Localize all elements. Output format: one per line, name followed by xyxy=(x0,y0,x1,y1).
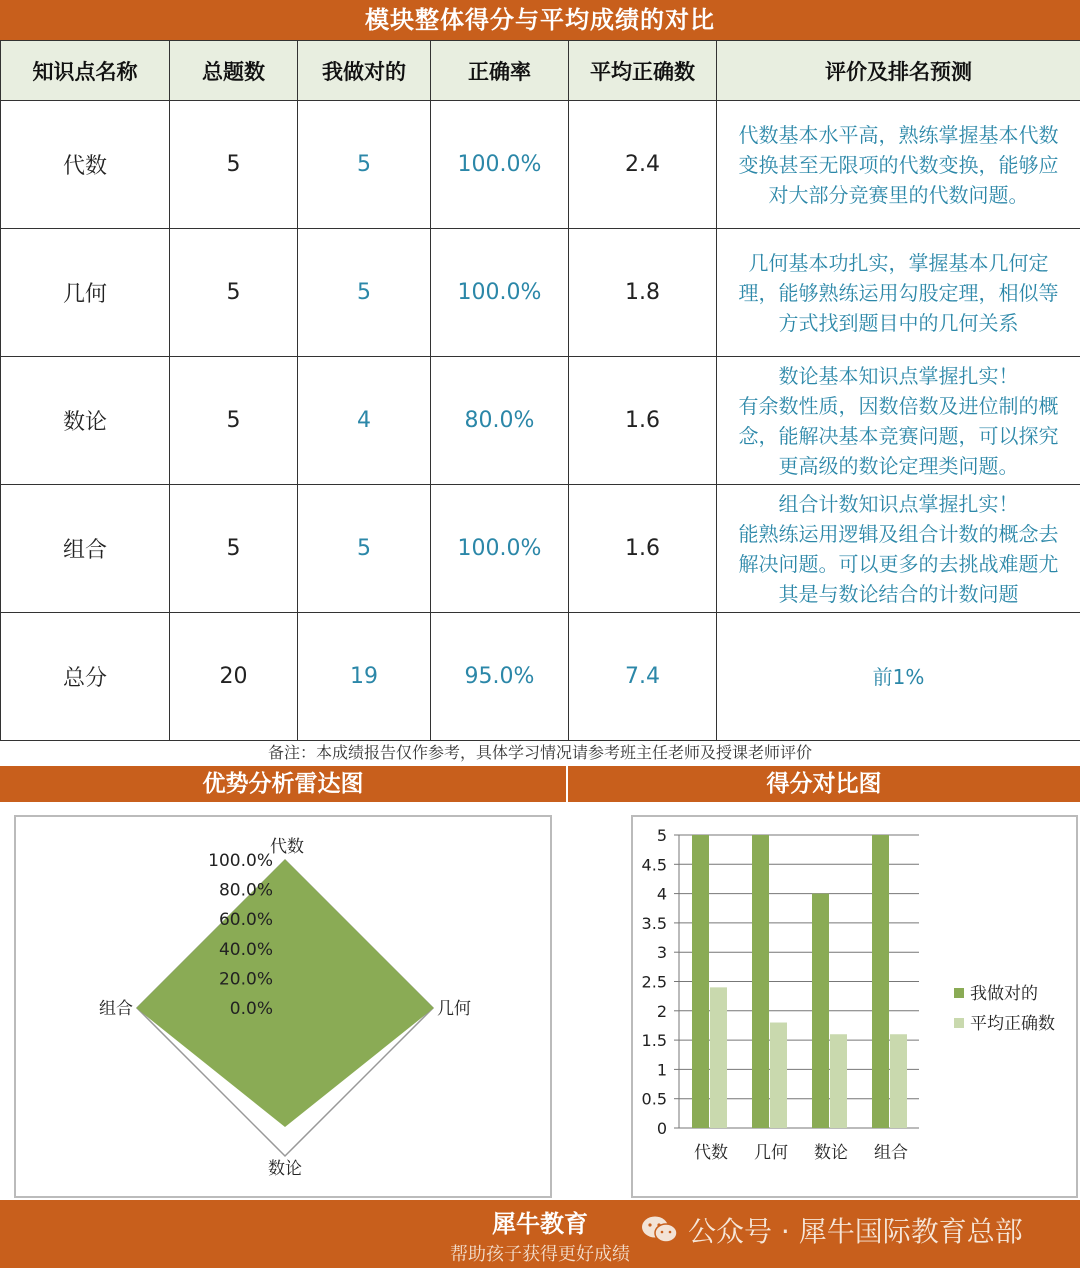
eval-line: 几何基本功扎实，掌握基本几何定 xyxy=(748,250,1049,275)
table-row xyxy=(1,357,1080,485)
radar-chart-panel xyxy=(14,815,552,1198)
bar-average xyxy=(890,1034,907,1128)
table-row xyxy=(1,229,1080,357)
radar-tick-label: 80.0% xyxy=(218,880,273,901)
radar-chart xyxy=(16,817,550,1196)
bar-y-tick-label: 4 xyxy=(656,884,667,904)
bar-y-tick-label: 0 xyxy=(656,1119,667,1138)
header-eval: 评价及排名预测 xyxy=(717,41,1080,101)
header-total: 总题数 xyxy=(170,41,298,101)
cell-rate: 100.0% xyxy=(431,485,569,613)
radar-tick-label: 100.0% xyxy=(208,851,273,871)
table-row xyxy=(1,485,1080,613)
bar-y-tick-label: 4.5 xyxy=(641,855,667,875)
cell-eval xyxy=(717,101,1080,229)
score-table xyxy=(0,40,1080,741)
bar-x-tick-label: 组合 xyxy=(874,1143,908,1163)
radar-tick-label: 40.0% xyxy=(218,939,273,960)
cell-total: 5 xyxy=(170,357,298,485)
bar-y-tick-label: 2 xyxy=(656,1001,667,1021)
cell-total: 5 xyxy=(170,485,298,613)
bar-y-tick-label: 3.5 xyxy=(641,913,667,933)
cell-name: 几何 xyxy=(1,229,170,357)
eval-line: 组合计数知识点掌握扎实！ xyxy=(778,491,1019,516)
cell-avg: 7.4 xyxy=(569,613,717,741)
eval-line: 代数基本水平高，熟练掌握基本代数 xyxy=(738,122,1059,147)
cell-total: 20 xyxy=(170,613,298,741)
bar-y-tick-label: 1.5 xyxy=(641,1031,667,1051)
bar-correct xyxy=(692,835,709,1128)
cell-rate: 100.0% xyxy=(431,101,569,229)
cell-correct: 4 xyxy=(298,357,431,485)
eval-line: 解决问题。可以更多的去挑战难题尤 xyxy=(738,551,1059,576)
cell-avg: 1.6 xyxy=(569,357,717,485)
eval-line: 更高级的数论定理类问题。 xyxy=(778,453,1019,478)
header-correct: 我做对的 xyxy=(298,41,431,101)
eval-line: 有余数性质，因数倍数及进位制的概 xyxy=(738,393,1059,418)
table-row-total xyxy=(1,613,1080,741)
cell-rate: 100.0% xyxy=(431,229,569,357)
watermark-text: 公众号 · 犀牛国际教育总部 xyxy=(688,1215,1023,1248)
cell-eval xyxy=(717,613,1080,741)
cell-eval xyxy=(717,357,1080,485)
cell-eval xyxy=(717,485,1080,613)
watermark xyxy=(640,1210,1023,1250)
report-note: 备注：本成绩报告仅作参考，具体学习情况请参考班主任老师及授课老师评价 xyxy=(267,743,812,762)
cell-name: 代数 xyxy=(1,101,170,229)
footer xyxy=(0,1200,1080,1268)
cell-total: 5 xyxy=(170,101,298,229)
radar-tick-label: 0.0% xyxy=(229,999,273,1019)
legend-label: 我做对的 xyxy=(970,984,1038,1004)
eval-line: 其是与数论结合的计数问题 xyxy=(778,581,1019,606)
header-name: 知识点名称 xyxy=(1,41,170,101)
bar-average xyxy=(710,987,727,1128)
cell-rate: 95.0% xyxy=(431,613,569,741)
bar-average xyxy=(830,1034,847,1128)
eval-line: 念，能解决基本竞赛问题，可以探究 xyxy=(738,423,1059,448)
bar-y-tick-label: 2.5 xyxy=(641,972,667,992)
bar-correct xyxy=(812,894,829,1128)
radar-category-label: 组合 xyxy=(99,999,133,1019)
wechat-icon xyxy=(640,1214,680,1246)
eval-line: 前1% xyxy=(872,664,925,689)
eval-line: 方式找到题目中的几何关系 xyxy=(778,310,1019,335)
bar-x-tick-label: 数论 xyxy=(814,1143,848,1163)
report-title: 模块整体得分与平均成绩的对比 xyxy=(0,0,1080,40)
radar-category-label: 数论 xyxy=(268,1159,302,1179)
cell-correct: 5 xyxy=(298,229,431,357)
radar-category-label: 代数 xyxy=(270,837,304,857)
bar-correct xyxy=(872,835,889,1128)
radar-category-label: 几何 xyxy=(437,999,471,1019)
header-rate: 正确率 xyxy=(431,41,569,101)
cell-total: 5 xyxy=(170,229,298,357)
bar-y-tick-label: 3 xyxy=(656,943,667,963)
bar-average xyxy=(770,1023,787,1128)
eval-line: 能熟练运用逻辑及组合计数的概念去 xyxy=(738,521,1059,546)
radar-tick-label: 20.0% xyxy=(218,969,273,990)
header-avg: 平均正确数 xyxy=(569,41,717,101)
bar-y-tick-label: 0.5 xyxy=(641,1089,667,1109)
radar-series-area xyxy=(137,860,433,1126)
cell-name: 数论 xyxy=(1,357,170,485)
cell-avg: 1.8 xyxy=(569,229,717,357)
bar-x-tick-label: 几何 xyxy=(754,1143,788,1163)
bar-chart-panel xyxy=(631,815,1078,1198)
eval-line: 理，能够熟练运用勾股定理，相似等 xyxy=(738,280,1059,305)
cell-correct: 5 xyxy=(298,101,431,229)
bar-section-title: 得分对比图 xyxy=(568,766,1080,802)
legend-label: 平均正确数 xyxy=(970,1014,1055,1034)
bar-correct xyxy=(752,835,769,1128)
legend-swatch xyxy=(954,1018,964,1028)
table-header-row xyxy=(1,41,1080,101)
cell-correct: 5 xyxy=(298,485,431,613)
cell-name: 总分 xyxy=(1,613,170,741)
bar-chart xyxy=(633,817,1076,1196)
cell-rate: 80.0% xyxy=(431,357,569,485)
eval-line: 对大部分竞赛里的代数问题。 xyxy=(768,182,1029,207)
bar-y-tick-label: 5 xyxy=(656,826,667,845)
eval-line: 数论基本知识点掌握扎实！ xyxy=(778,363,1019,388)
brand-slogan: 帮助孩子获得更好成绩 xyxy=(450,1244,630,1265)
table-row xyxy=(1,101,1080,229)
cell-name: 组合 xyxy=(1,485,170,613)
cell-avg: 2.4 xyxy=(569,101,717,229)
eval-line: 变换甚至无限项的代数变换，能够应 xyxy=(738,152,1059,177)
cell-correct: 19 xyxy=(298,613,431,741)
cell-eval xyxy=(717,229,1080,357)
bar-x-tick-label: 代数 xyxy=(694,1143,728,1163)
bar-y-tick-label: 1 xyxy=(656,1060,667,1080)
radar-tick-label: 60.0% xyxy=(218,910,273,931)
radar-section-title: 优势分析雷达图 xyxy=(0,766,566,802)
brand-name: 犀牛教育 xyxy=(492,1210,588,1238)
cell-avg: 1.6 xyxy=(569,485,717,613)
legend-swatch xyxy=(954,988,964,998)
